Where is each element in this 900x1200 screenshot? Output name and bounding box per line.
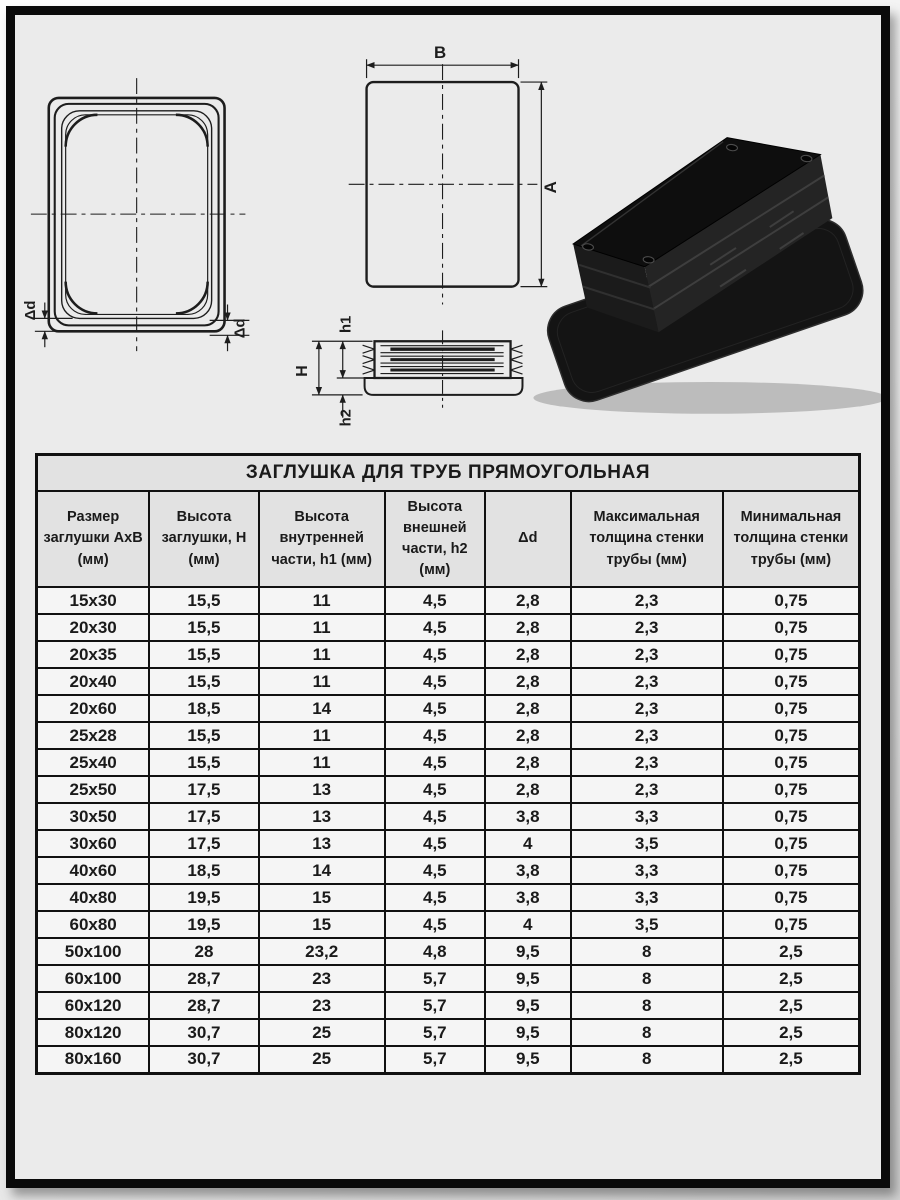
table-cell: 60х120 [37, 992, 150, 1019]
table-cell: 25 [259, 1046, 385, 1073]
table-cell: 23 [259, 965, 385, 992]
column-header: Размер заглушки АхВ (мм) [37, 491, 150, 587]
table-cell: 0,75 [723, 668, 860, 695]
table-cell: 3,3 [571, 884, 723, 911]
table-cell: 20х35 [37, 641, 150, 668]
table-cell: 5,7 [385, 965, 485, 992]
header-row [37, 491, 860, 587]
table-cell: 23,2 [259, 938, 385, 965]
spec-table [35, 453, 861, 1075]
table-cell: 3,5 [571, 911, 723, 938]
table-cell: 4,5 [385, 695, 485, 722]
table-row [37, 965, 860, 992]
table-cell: 4,5 [385, 614, 485, 641]
table-cell: 5,7 [385, 1046, 485, 1073]
table-cell: 0,75 [723, 722, 860, 749]
table-cell: 4,8 [385, 938, 485, 965]
table-row [37, 857, 860, 884]
table-cell: 11 [259, 641, 385, 668]
table-cell: 3,3 [571, 857, 723, 884]
table-cell: 2,5 [723, 992, 860, 1019]
table-row [37, 938, 860, 965]
table-cell: 30,7 [149, 1019, 258, 1046]
table-cell: 0,75 [723, 641, 860, 668]
table-cell: 11 [259, 749, 385, 776]
table-cell: 2,3 [571, 722, 723, 749]
table-cell: 4,5 [385, 749, 485, 776]
table-cell: 60х100 [37, 965, 150, 992]
front-view [23, 78, 250, 351]
table-cell: 2,3 [571, 668, 723, 695]
table-row [37, 884, 860, 911]
table-cell: 3,3 [571, 803, 723, 830]
delta-d-right-label: Δd [232, 318, 249, 339]
table-cell: 9,5 [485, 1019, 571, 1046]
table-row [37, 830, 860, 857]
table-row [37, 1019, 860, 1046]
table-cell: 2,5 [723, 1019, 860, 1046]
table-title-row [37, 455, 860, 492]
height-a-label: A [541, 181, 561, 194]
table-cell: 3,8 [485, 857, 571, 884]
table-cell: 30х50 [37, 803, 150, 830]
table-cell: 2,3 [571, 695, 723, 722]
table-cell: 4,5 [385, 830, 485, 857]
table-cell: 15,5 [149, 587, 258, 614]
profile-view [294, 316, 523, 427]
table-cell: 13 [259, 830, 385, 857]
total-height-label: H [293, 365, 311, 377]
table-cell: 4,5 [385, 668, 485, 695]
table-row [37, 911, 860, 938]
table-cell: 11 [259, 587, 385, 614]
table-cell: 0,75 [723, 614, 860, 641]
table-cell: 2,8 [485, 695, 571, 722]
diagram-canvas [15, 15, 881, 451]
table-cell: 25х50 [37, 776, 150, 803]
table-cell: 2,3 [571, 776, 723, 803]
table-cell: 2,3 [571, 641, 723, 668]
table-title: ЗАГЛУШКА ДЛЯ ТРУБ ПРЯМОУГОЛЬНАЯ [37, 455, 860, 492]
table-cell: 8 [571, 1019, 723, 1046]
delta-d-left-label: Δd [22, 300, 39, 321]
table-cell: 2,8 [485, 641, 571, 668]
plan-view [349, 43, 561, 304]
table-cell: 5,7 [385, 1019, 485, 1046]
table-cell: 0,75 [723, 911, 860, 938]
table-cell: 0,75 [723, 884, 860, 911]
table-cell: 15,5 [149, 722, 258, 749]
table-cell: 23 [259, 992, 385, 1019]
table-row [37, 695, 860, 722]
table-cell: 28 [149, 938, 258, 965]
table-cell: 9,5 [485, 965, 571, 992]
table-cell: 4,5 [385, 803, 485, 830]
table-cell: 2,5 [723, 965, 860, 992]
table-cell: 4,5 [385, 587, 485, 614]
table-cell: 40х80 [37, 884, 150, 911]
table-cell: 0,75 [723, 803, 860, 830]
table-cell: 20х30 [37, 614, 150, 641]
table-cell: 40х60 [37, 857, 150, 884]
table-cell: 4,5 [385, 884, 485, 911]
table-cell: 2,3 [571, 587, 723, 614]
table-body [37, 587, 860, 1073]
table-cell: 0,75 [723, 857, 860, 884]
table-cell: 15,5 [149, 668, 258, 695]
table-cell: 11 [259, 668, 385, 695]
table-cell: 15х30 [37, 587, 150, 614]
table-cell: 4,5 [385, 857, 485, 884]
column-header: Высота заглушки, Н (мм) [149, 491, 258, 587]
table-row [37, 992, 860, 1019]
table-row [37, 614, 860, 641]
table-cell: 28,7 [149, 992, 258, 1019]
table-cell: 5,7 [385, 992, 485, 1019]
table-cell: 3,8 [485, 884, 571, 911]
table-wrap [15, 451, 881, 1075]
table-cell: 15,5 [149, 614, 258, 641]
table-cell: 2,3 [571, 614, 723, 641]
table-cell: 60х80 [37, 911, 150, 938]
table-cell: 4,5 [385, 776, 485, 803]
table-cell: 4 [485, 911, 571, 938]
table-cell: 25х40 [37, 749, 150, 776]
table-row [37, 587, 860, 614]
table-cell: 2,8 [485, 587, 571, 614]
table-cell: 2,3 [571, 749, 723, 776]
table-row [37, 1046, 860, 1073]
table-cell: 0,75 [723, 587, 860, 614]
dimension-h2 [339, 395, 355, 427]
table-cell: 50х100 [37, 938, 150, 965]
table-cell: 3,8 [485, 803, 571, 830]
table-row [37, 749, 860, 776]
dimension-delta-d-right [210, 305, 250, 352]
table-cell: 0,75 [723, 830, 860, 857]
table-cell: 4,5 [385, 911, 485, 938]
table-cell: 2,8 [485, 668, 571, 695]
table-cell: 0,75 [723, 776, 860, 803]
column-header: Максимальная толщина стенки трубы (мм) [571, 491, 723, 587]
table-cell: 28,7 [149, 965, 258, 992]
table-cell: 19,5 [149, 884, 258, 911]
table-cell: 80х160 [37, 1046, 150, 1073]
table-cell: 2,8 [485, 614, 571, 641]
product-photo-3d [533, 138, 881, 414]
table-cell: 80х120 [37, 1019, 150, 1046]
table-cell: 4,5 [385, 641, 485, 668]
table-cell: 18,5 [149, 857, 258, 884]
table-cell: 9,5 [485, 938, 571, 965]
table-cell: 30х60 [37, 830, 150, 857]
column-header: Высота внешней части, h2 (мм) [385, 491, 485, 587]
table-cell: 9,5 [485, 1046, 571, 1073]
column-header: Минимальная толщина стенки трубы (мм) [723, 491, 860, 587]
table-cell: 19,5 [149, 911, 258, 938]
table-cell: 2,5 [723, 1046, 860, 1073]
table-cell: 17,5 [149, 776, 258, 803]
h2-label: h2 [338, 409, 355, 427]
table-cell: 30,7 [149, 1046, 258, 1073]
table-cell: 8 [571, 992, 723, 1019]
column-header: Δd [485, 491, 571, 587]
table-cell: 15,5 [149, 749, 258, 776]
table-cell: 20х40 [37, 668, 150, 695]
table-cell: 9,5 [485, 992, 571, 1019]
table-cell: 2,8 [485, 749, 571, 776]
table-cell: 8 [571, 965, 723, 992]
table-cell: 14 [259, 857, 385, 884]
column-header: Высота внутренней части, h1 (мм) [259, 491, 385, 587]
table-cell: 0,75 [723, 695, 860, 722]
table-cell: 14 [259, 695, 385, 722]
table-row [37, 776, 860, 803]
dimension-h [294, 341, 373, 395]
table-cell: 4 [485, 830, 571, 857]
table-cell: 4,5 [385, 722, 485, 749]
table-cell: 0,75 [723, 749, 860, 776]
table-cell: 15 [259, 884, 385, 911]
table-cell: 8 [571, 1046, 723, 1073]
table-cell: 13 [259, 803, 385, 830]
table-cell: 2,8 [485, 722, 571, 749]
dimension-a [520, 82, 560, 287]
h1-label: h1 [338, 315, 355, 334]
table-cell: 11 [259, 614, 385, 641]
table-row [37, 722, 860, 749]
table-row [37, 803, 860, 830]
table-cell: 8 [571, 938, 723, 965]
table-cell: 25х28 [37, 722, 150, 749]
table-cell: 17,5 [149, 803, 258, 830]
page-frame [6, 6, 890, 1188]
technical-drawing-area [15, 15, 881, 451]
table-cell: 2,5 [723, 938, 860, 965]
table-row [37, 641, 860, 668]
table-cell: 13 [259, 776, 385, 803]
table-cell: 18,5 [149, 695, 258, 722]
table-cell: 20х60 [37, 695, 150, 722]
table-cell: 3,5 [571, 830, 723, 857]
table-cell: 17,5 [149, 830, 258, 857]
table-row [37, 668, 860, 695]
width-b-label: B [433, 43, 447, 63]
table-cell: 25 [259, 1019, 385, 1046]
table-cell: 11 [259, 722, 385, 749]
table-cell: 2,8 [485, 776, 571, 803]
table-cell: 15,5 [149, 641, 258, 668]
table-cell: 15 [259, 911, 385, 938]
